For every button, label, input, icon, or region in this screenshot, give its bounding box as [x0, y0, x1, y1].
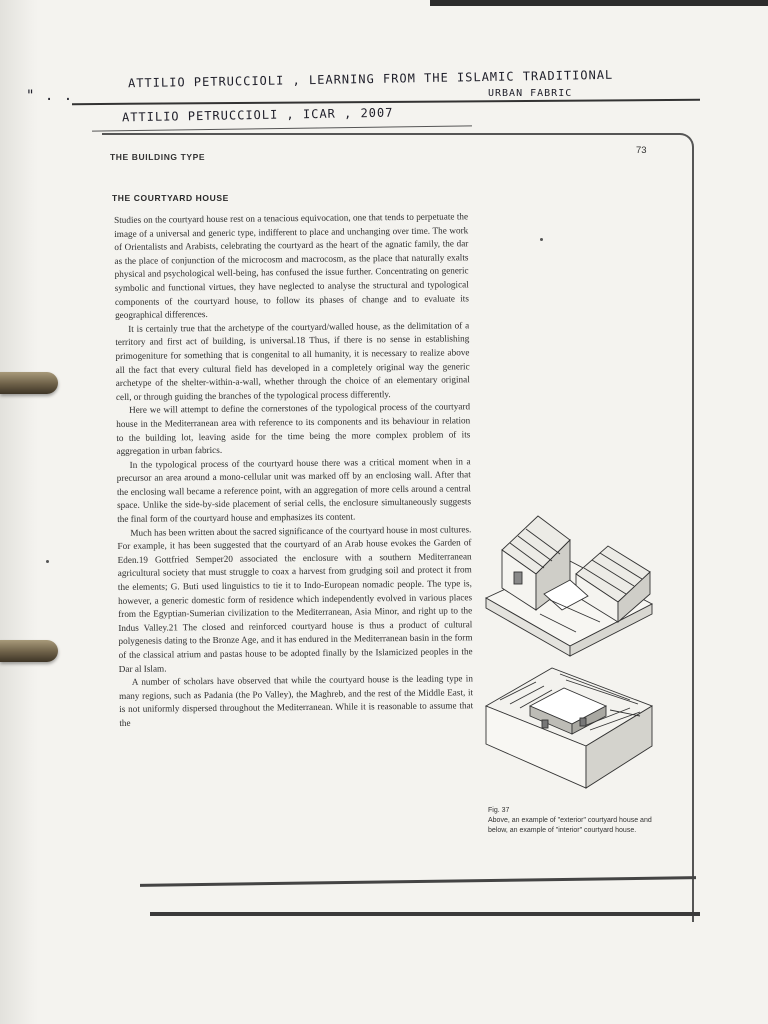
exterior-courtyard-house-drawing	[486, 516, 652, 656]
page-number: 73	[636, 145, 647, 156]
handwritten-marks: " . .	[26, 88, 74, 104]
running-head: THE BUILDING TYPE	[110, 152, 206, 162]
handwritten-underline	[72, 99, 700, 105]
handwritten-underline-2	[92, 125, 472, 131]
binder-ring-bottom	[0, 640, 58, 662]
handwritten-citation-line1: ATTILIO PETRUCCIOLI , LEARNING FROM THE ISLAMIC TRADITIONAL	[127, 67, 614, 91]
paragraph: A number of scholars have observed that while the courtyard house is the leading type in many regions, such as Padania (the Po Valley), the Maghreb, and the rest of the Middle East, it is not uniformly dispersed throughout the Mediterranean. While it is reasonable to assume that the	[118, 673, 474, 728]
handwritten-citation-line3: ATTILIO PETRUCCIOLI , ICAR , 2007	[121, 105, 394, 125]
scan-edge-shadow	[430, 0, 768, 6]
section-title: THE COURTYARD HOUSE	[112, 193, 229, 203]
binder-edge	[0, 0, 38, 1024]
paragraph: It is certainly true that the archetype of the courtyard/walled house, as the delimitation of a territory and first act of building, is universal.18 Thus, if there is no sense in establishing primogeniture for something that is congenital to all humanity, it is necessary to realize above all the fact that every cultural field has developed in a completely original way the generic archetype of the shelter-within-a-wall, whether through the choice of an elementary original cell, or through guiding the branches of the typological process differently.	[115, 320, 470, 402]
interior-courtyard-house-drawing	[486, 668, 652, 788]
courtyard-house-illustration	[480, 510, 660, 800]
figure-caption	[488, 806, 658, 836]
body-text	[114, 210, 473, 730]
margin-speck	[540, 238, 543, 241]
paragraph: Much has been written about the sacred significance of the courtyard house in most cultures. For example, it has been suggested that the courtyard of an Arab house evokes the Garden of Eden.19 Gottfried Semper20 associated the enclosure with a southern Mediterranean agricultural society that must struggle to coax a harvest from grudging soil and protect it from the elements; G. Buti used linguistics to tie it to Indo-European nomadic people. The type is, however, a generic domestic form of residence which independently evolved in various places from the Egyptian-Sumerian civilization to the Mediterranean, Asia Minor, and right up to the Indus Valley.21 The closed and reinforced courtyard house is thus a product of cultural polygenesis dating to the Bronze Age, and it has endured in the Mediterranean basin in the form of the classical atrium and pastas house to be adopted finally by the Islamicized peoples in the Dar al Islam.	[117, 523, 473, 674]
figure-courtyard-houses	[480, 510, 660, 800]
binder-ring-top	[0, 372, 58, 394]
paragraph: Here we will attempt to define the cornerstones of the typological process of the courtyard house in the Mediterranean area with reference to its components and its behaviour in relation to the building lot, leaving aside for the time being the more complex problem of its aggregation in urban fabrics.	[116, 401, 471, 457]
figure-caption-text: Above, an example of "exterior" courtyard house and below, an example of "interior" courtyard house.	[488, 817, 652, 834]
margin-speck	[46, 560, 49, 563]
paragraph: In the typological process of the courtyard house there was a critical moment when in a precursor an area around a mono-cellular unit was marked off by an enclosing wall. After that the enclosing wall became a reference point, with an aggregation of more cells around a central space. Unlike the side-by-side placement of serial cells, the enclosure simultaneously suggests the final form of the courtyard house and emphasizes its content.	[116, 455, 472, 525]
page-bottom-shadow	[150, 912, 700, 916]
paragraph: Studies on the courtyard house rest on a tenacious equivocation, one that tends to perpetuate the image of a universal and generic type, indifferent to place and unchanging over time. The work of Orientalists and Arabists, celebrating the courtyard as the heart of the agnatic family, the dar as the place of conjunction of the microcosm and macrocosm, as the place that naturally exalts physical and psychological well-being, has confused the issue further. Concentrating on generic symbolic and functional virtues, they have neglected to analyse the structural and typological components of the courtyard house, to follow its phases of change and to evaluate its geographical differences.	[114, 211, 469, 321]
figure-label: Fig. 37	[488, 807, 510, 814]
handwritten-citation-line2: URBAN FABRIC	[488, 88, 573, 99]
